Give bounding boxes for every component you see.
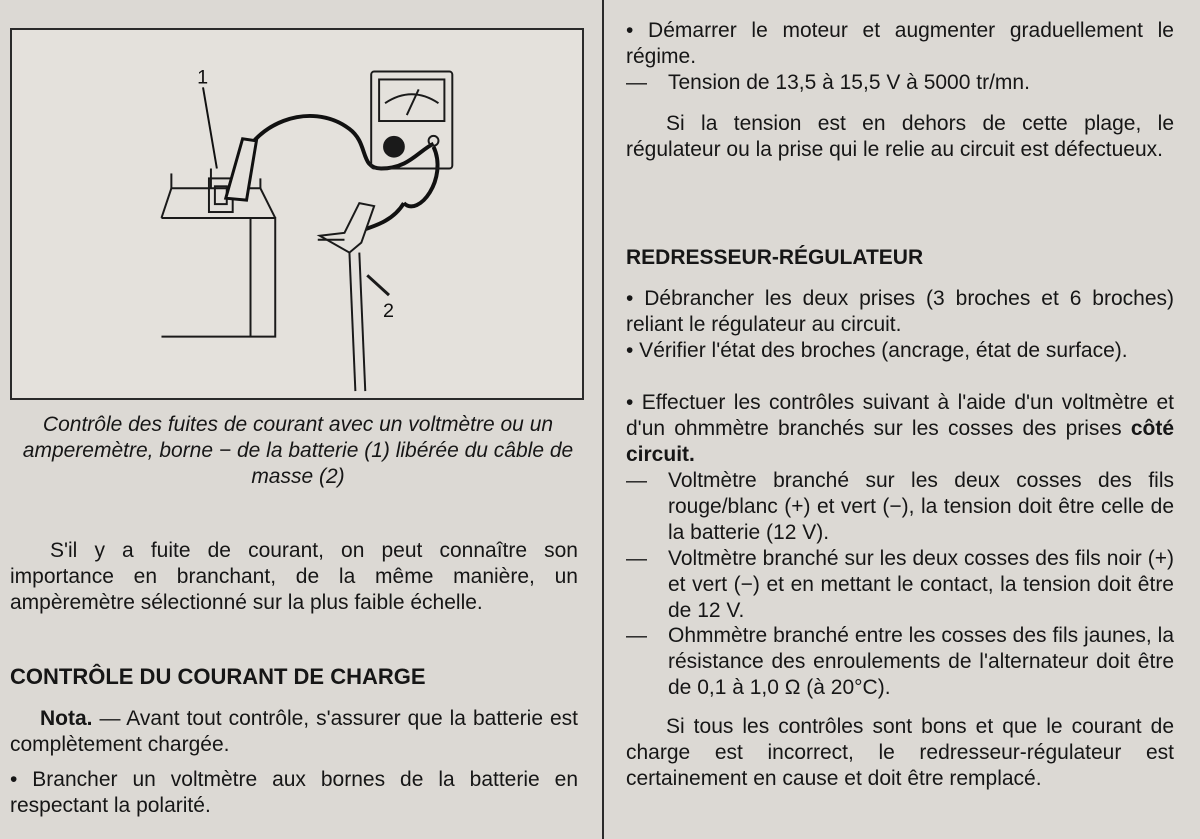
callout-1: 1 bbox=[197, 66, 209, 89]
ground-cable bbox=[318, 203, 389, 391]
dash-check-1 bbox=[626, 468, 1174, 546]
section-heading-regulator: REDRESSEUR-RÉGULATEUR bbox=[626, 246, 924, 269]
bullet-voltmeter: • Brancher un voltmètre aux bornes de la batterie en respectant la polarité. bbox=[10, 768, 578, 817]
bullet-perform-checks bbox=[626, 390, 1174, 468]
bullet-start-engine: • Démarrer le moteur et augmenter graduellement le régime. bbox=[626, 19, 1174, 68]
probe-1 bbox=[226, 139, 257, 200]
dash-check-2 bbox=[626, 546, 1174, 624]
dash-symbol: — bbox=[626, 547, 647, 570]
leak-paragraph: S'il y a fuite de courant, on peut connaître son importance en branchant, de la même manière, un ampèremètre sélectionné sur la plus faible échelle. bbox=[10, 539, 578, 614]
dash-check-2-text: Voltmètre branché sur les deux cosses des fils noir (+) et vert (−) et en mettant le contact, la tension doit être de 12 V. bbox=[668, 547, 1174, 622]
dash-check-3-text: Ohmmètre branché entre les cosses des fils jaunes, la résistance des enroulements de l'alternateur doit être de 0,1 à 1,0 Ω (à 20°C). bbox=[668, 624, 1174, 699]
range-paragraph: Si la tension est en dehors de cette plage, le régulateur ou la prise qui le relie au circuit est défectueux. bbox=[626, 112, 1174, 161]
section-heading-charge: CONTRÔLE DU COURANT DE CHARGE bbox=[10, 664, 426, 689]
bullet-check-pins: • Vérifier l'état des broches (ancrage, état de surface). bbox=[626, 339, 1128, 362]
nota-text: — Avant tout contrôle, s'assurer que la batterie est complètement chargée. bbox=[10, 707, 578, 756]
battery-drawing bbox=[161, 168, 275, 336]
bullet-disconnect: • Débrancher les deux prises (3 broches et 6 broches) reliant le régulateur au circuit. bbox=[626, 287, 1174, 336]
callout-1-leader bbox=[203, 87, 217, 168]
battery-voltmeter-diagram bbox=[12, 30, 582, 398]
nota-paragraph bbox=[10, 706, 578, 758]
bullet-perform-checks-bold: côté circuit. bbox=[626, 417, 1174, 466]
column-divider bbox=[602, 0, 604, 839]
bullet-perform-checks-text: • Effectuer les contrôles suivant à l'aide d'un voltmètre et d'un ohmmètre branchés sur les cosses des prises bbox=[626, 391, 1174, 440]
figure-caption: Contrôle des fuites de courant avec un voltmètre ou un amperemètre, borne − de la batterie (1) libérée du câble de masse (2) bbox=[22, 413, 574, 488]
dash-tension bbox=[626, 70, 1174, 96]
dash-check-1-text: Voltmètre branché sur les deux cosses des fils rouge/blanc (+) et vert (−), la tension doit être celle de la batterie (12 V). bbox=[668, 469, 1174, 544]
dash-symbol: — bbox=[626, 71, 647, 94]
voltmeter-drawing bbox=[371, 72, 452, 169]
dash-tension-text: Tension de 13,5 à 15,5 V à 5000 tr/mn. bbox=[668, 71, 1030, 94]
figure-illustration bbox=[10, 28, 584, 400]
final-paragraph: Si tous les contrôles sont bons et que le courant de charge est incorrect, le redresseur-régulateur est certainement en cause et doit être remplacé. bbox=[626, 715, 1174, 790]
dash-check-3 bbox=[626, 623, 1174, 701]
dash-symbol: — bbox=[626, 624, 647, 647]
callout-2: 2 bbox=[383, 299, 395, 322]
test-leads bbox=[239, 116, 438, 238]
nota-label: Nota. bbox=[40, 707, 93, 730]
dash-symbol: — bbox=[626, 469, 647, 492]
